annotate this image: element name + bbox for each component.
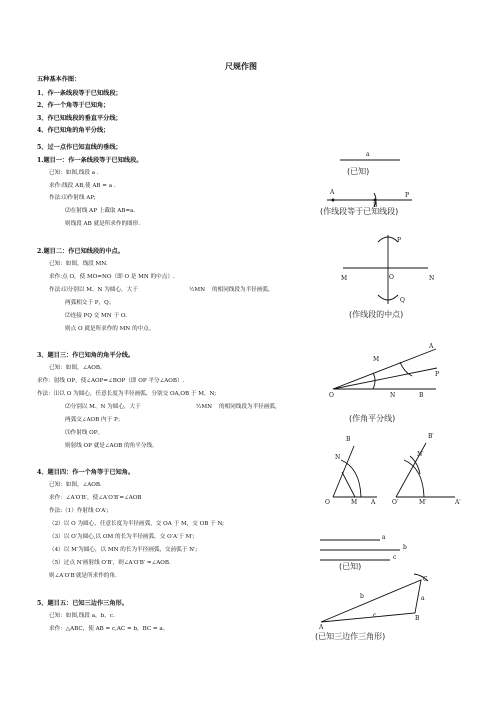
intro-item-3: 3、作已知线段的垂直平分线； <box>37 115 122 122</box>
problem-3-required: 求作：射线 OP，使∠AOP=∠BOP（即 OP 平分∠AOB）. <box>37 378 185 384</box>
intro-heading: 五种基本作图： <box>37 76 81 83</box>
problem-1-required: 求作:线段 AB,使 AB = a . <box>49 183 116 189</box>
fig2-label-N: N <box>429 275 435 282</box>
problem-1-step-2: ⑵在射线 AP 上截取 AB=a. <box>65 208 136 214</box>
fig1-label-A: A <box>330 189 335 196</box>
fig3-label-P: P <box>435 371 440 378</box>
fig4-label-M: M <box>351 499 358 506</box>
fig4-label-A: A <box>371 499 376 506</box>
problem-4-step-5: （5）过点 N′画射线 O′B′，则∠A′O′B′ =∠AOB. <box>49 560 171 566</box>
fig4p-label-M: M′ <box>419 499 427 506</box>
problem-4-heading: 4、题目四：作一个角等于已知角。 <box>37 469 135 476</box>
problem-3-fraction: ½MN <box>196 404 213 410</box>
problem-4-step-1: 作法:（1）作射线 O′A′; <box>49 508 109 514</box>
problem-3-step-2: ⑵分别以 M、N 为圆心，大于 <box>65 404 141 410</box>
fig3-label-M: M <box>373 356 380 363</box>
problem-2-heading: 2.题目二：作已知线段的中点。 <box>37 248 124 255</box>
fig4p-label-A: A′ <box>455 499 461 506</box>
fig5-label-A: A <box>319 624 324 631</box>
fig3-ray-oa <box>333 349 436 389</box>
fig2-label-O: O <box>389 274 394 281</box>
fig1-given-caption: (已知) <box>347 167 370 176</box>
problem-2-step-2: ⑵连接 PQ 交 MN 于 O. <box>65 313 127 319</box>
fig5-caption: (已知三边作三角形) <box>315 632 386 641</box>
fig1-caption: (作线段等于已知线段) <box>320 207 399 216</box>
problem-4-step-4: （4）以 M′为圆心，以 MN 的长为半径画弧，交前弧于 N′; <box>49 547 198 553</box>
fig2-label-M: M <box>341 275 348 282</box>
fig5-given-caption: (已知) <box>339 562 362 571</box>
problem-4-given: 已知：如图，∠AOB. <box>49 482 102 488</box>
fig4p-label-O: O′ <box>392 499 399 506</box>
fig2-label-Q: Q <box>400 297 405 304</box>
problem-5-given: 已知：如图,线段 a，b，c. <box>49 613 115 619</box>
intro-item-5: 5、过一点作已知直线的垂线； <box>37 144 122 151</box>
fig4-label-O: O <box>325 499 330 506</box>
fig4-chord-mn <box>342 472 355 497</box>
fig4p-label-N: N′ <box>417 451 424 458</box>
problem-1-given: 已知：如图,线段 a . <box>49 170 99 176</box>
problem-2-conclusion: 则点 O 就是所求作的 MN 的中点。 <box>65 326 155 332</box>
intro-item-2: 2、作一个角等于已知角； <box>37 102 110 109</box>
problem-2-required: 求作:点 O，使 MO=NO（即 O 是 MN 的中点）. <box>49 274 175 280</box>
problem-1-step-1: 作法:⑴作射线 AP; <box>49 195 96 201</box>
problem-5-heading: 5、题目五：已知三边作三角形。 <box>37 600 128 607</box>
problem-3-conclusion: 则射线 OP 就是∠AOB 的角平分线。 <box>65 443 158 449</box>
fig5-label-side-b: b <box>360 593 364 600</box>
fig3-ray-op <box>333 368 440 389</box>
fig1-label-B: B <box>373 202 378 209</box>
fig3-label-O: O <box>329 392 334 399</box>
fig1-label-P: P <box>405 192 410 199</box>
fig5-label-c: c <box>393 554 397 561</box>
fig5-label-side-c: c <box>373 612 377 619</box>
fig2-label-P: P <box>397 237 402 244</box>
problem-3-step-1: 作法：⑴以 O 为圆心，任意长度为半径画弧，分别交 OA,OB 于 M，N; <box>37 391 217 397</box>
problem-3-step-2-cont: 的相同线段为半径画弧, <box>219 404 277 410</box>
problem-3-heading: 3、题目三：作已知角的角平分线。 <box>37 352 135 359</box>
problem-2-fraction: ½MN <box>189 287 206 293</box>
fig3-label-A: A <box>429 343 434 350</box>
problem-2-given: 已知：如图，线段 MN. <box>49 261 108 267</box>
fig5-label-C: C <box>423 576 428 583</box>
problem-4-step-2: （2）以 O 为圆心，任意长度为半径画弧，交 OA 于 M，交 OB 于 N; <box>49 521 225 527</box>
fig3-caption: (作角平分线) <box>349 414 396 423</box>
problem-2-step-1: 作法:⑴分别以 M、N 为圆心，大于 <box>49 287 138 293</box>
problem-4-conclusion: 则∠A′O′B′就是所求作的角. <box>49 573 117 579</box>
problem-1-heading: 1.题目一：作一条线段等于已知线段。 <box>37 157 143 164</box>
fig3-label-N: N <box>390 392 396 399</box>
problem-3-step-2-line2: 两弧交∠AOB 内于 P； <box>65 417 124 423</box>
fig1-label-a: a <box>366 151 370 158</box>
fig5-label-B: B <box>415 615 420 622</box>
intro-item-1: 1、作一条线段等于已知线段； <box>37 90 122 97</box>
problem-4-required: 求作：∠A′O′B′，使∠A′O′B′=∠AOB <box>49 495 142 501</box>
problem-1-conclusion: 则线段 AB 就是所求作的图形. <box>65 221 141 227</box>
fig1-point-a <box>332 199 334 201</box>
fig4p-label-B: B′ <box>428 433 434 440</box>
fig2-caption: (作线段的中点) <box>349 310 404 319</box>
problem-2-step-1-cont: 的相同线段为半径画弧， <box>212 287 274 293</box>
problem-5-required: 求作：△ABC，使 AB = c,AC = b，BC = a。 <box>49 626 169 632</box>
fig5-triangle <box>321 580 421 622</box>
fig4-label-N: N <box>335 454 341 461</box>
fig4-label-B: B <box>346 436 351 443</box>
problem-2-step-1-line2: 两弧相交于 P，Q； <box>65 300 115 306</box>
fig4p-arc <box>404 460 424 497</box>
page-title: 尺规作图 <box>225 61 257 71</box>
fig5-label-b: b <box>403 544 407 551</box>
problem-4-step-3: （3）以 O′为圆心,以 OM 的长为半径画弧，交 O′A′于 M′; <box>49 534 195 540</box>
problem-3-step-3: ⑶作射线 OP。 <box>65 430 104 436</box>
problem-3-given: 已知：如图，∠AOB， <box>49 365 106 371</box>
fig3-label-B: B <box>419 392 424 399</box>
fig5-label-side-a: a <box>421 595 425 602</box>
fig4-arc <box>341 460 361 497</box>
fig5-label-a: a <box>382 534 386 541</box>
intro-item-4: 4、作已知角的角平分线； <box>37 127 110 134</box>
